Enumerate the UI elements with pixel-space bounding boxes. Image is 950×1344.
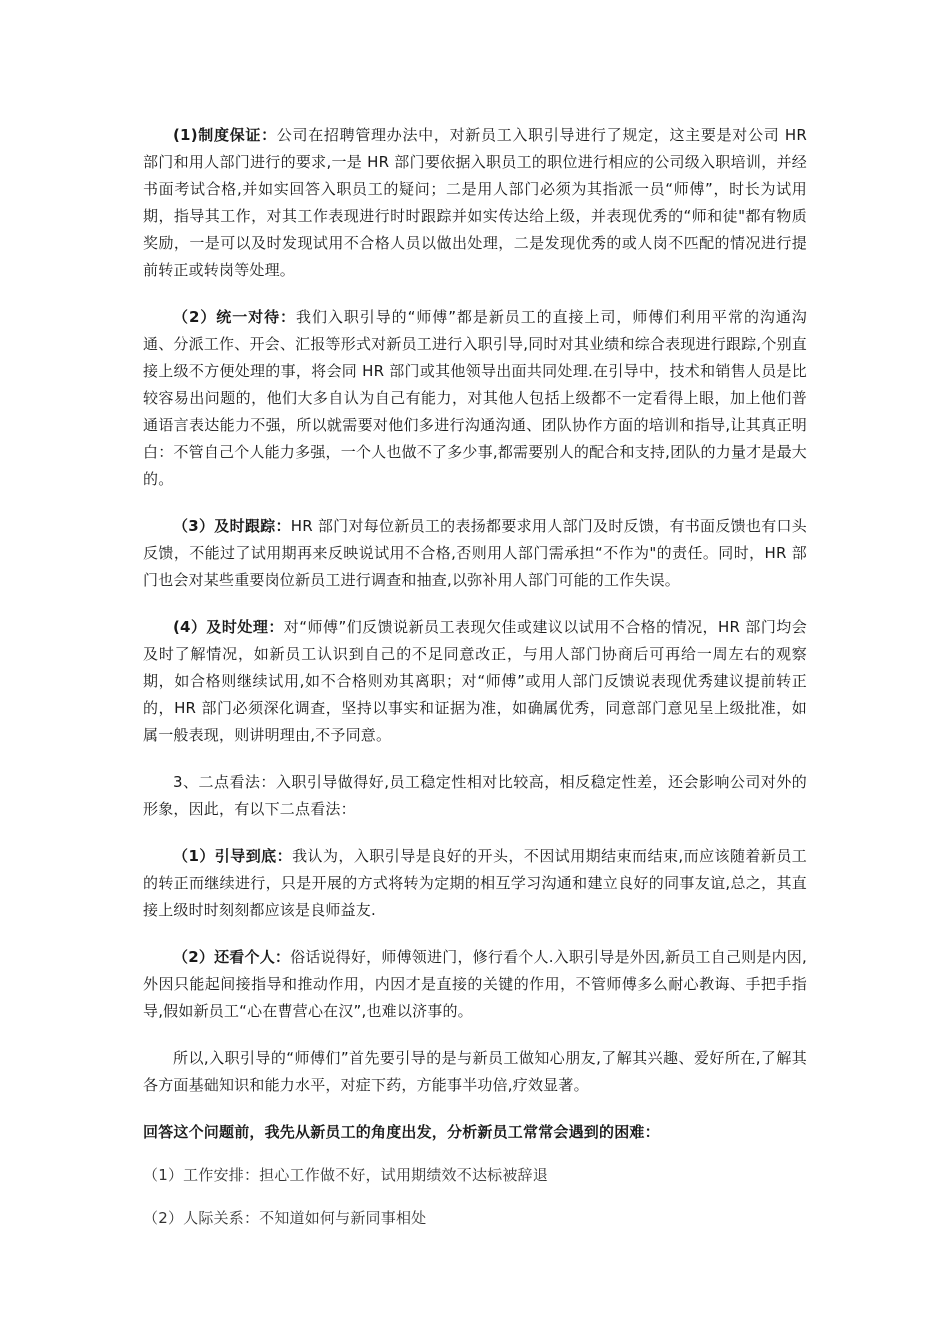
paragraph-body: 3、二点看法：入职引导做得好,员工稳定性相对比较高，相反稳定性差，还会影响公司对外的形象，因此，有以下二点看法： [143,773,807,818]
paragraph-heading: (1)制度保证： [173,126,277,144]
paragraph-two-views [143,769,807,823]
paragraph-body: 对“师傅”们反馈说新员工表现欠佳或建议以试用不合格的情况，HR 部门均会及时了解情况，如新员工认识到自己的不足同意改正，与用人部门协商后可再给一周左右的观察期，如合格则继续试用,如不合格则劝其离职；对“师傅”或用人部门反馈说表现优秀建议提前转正的，HR 部门必须深化调查，坚持以事实和证据为准，如确属优秀，同意部门意见呈上级批准，如属一般表现，则讲明理由,不予同意。 [143,618,807,744]
paragraph-heading: （1）引导到底： [173,847,293,865]
document-body [143,122,807,1248]
paragraph-body: HR 部门对每位新员工的表扬都要求用人部门及时反馈，有书面反馈也有口头反馈，不能过了试用期再来反映说试用不合格,否则用人部门需承担“不作为"的责任。同时，HR 部门也会对某些重要岗位新员工进行调查和抽查,以弥补用人部门可能的工作失误。 [143,517,807,589]
paragraph-timely-tracking [143,513,807,594]
list-item: （1）工作安排：担心工作做不好，试用期绩效不达标被辞退 [143,1166,548,1184]
question-line: 回答这个问题前，我先从新员工的角度出发，分析新员工常常会遇到的困难： [143,1123,660,1141]
paragraph-system-guarantee [143,122,807,284]
paragraph-heading: （2）统一对待： [173,308,296,326]
paragraph-body: 公司在招聘管理办法中，对新员工入职引导进行了规定，这主要是对公司 HR 部门和用人部门进行的要求,一是 HR 部门要依据入职员工的职位进行相应的公司级入职培训，并经书面考试合格,并如实回答入职员工的疑问；二是用人部门必须为其指派一员“师傅”，时长为试用期，指导其工作，对其工作表现进行时时跟踪并如实传达给上级，并表现优秀的“师和徒"都有物质奖励，一是可以及时发现试用不合格人员以做出处理，二是发现优秀的或人岗不匹配的情况进行提前转正或转岗等处理。 [143,126,807,279]
paragraph-timely-handling [143,614,807,749]
paragraph-guide-to-end [143,843,807,924]
paragraph-heading: （3）及时跟踪： [173,517,291,535]
paragraph-depends-on-individual [143,944,807,1025]
paragraph-body: 我认为，入职引导是良好的开头，不因试用期结束而结束,而应该随着新员工的转正而继续进行，只是开展的方式将转为定期的相互学习沟通和建立良好的同事友谊,总之，其直接上级时时刻刻都应该是良师益友. [143,847,807,919]
paragraph-heading: (4）及时处理： [173,618,284,636]
paragraph-heading: （2）还看个人： [173,948,291,966]
paragraph-body: 俗话说得好，师傅领进门，修行看个人.入职引导是外因,新员工自己则是内因,外因只能起间接指导和推动作用，内因才是直接的关键的作用，不管师傅多么耐心教诲、手把手指导,假如新员工“心在曹营心在汉”,也难以济事的。 [143,948,807,1020]
paragraph-body: 所以,入职引导的“师傅们”首先要引导的是与新员工做知心朋友,了解其兴趣、爱好所在,了解其各方面基础知识和能力水平，对症下药，方能事半功倍,疗效显著。 [143,1049,807,1094]
list-item: （2）人际关系：不知道如何与新同事相处 [143,1209,427,1227]
paragraph-unified-treatment [143,304,807,493]
paragraph-conclusion [143,1045,807,1099]
paragraph-body: 我们入职引导的“师傅”都是新员工的直接上司，师傅们利用平常的沟通沟通、分派工作、开会、汇报等形式对新员工进行入职引导,同时对其业绩和综合表现进行跟踪,个别直接上级不方便处理的事，将会同 HR 部门或其他领导出面共同处理.在引导中，技术和销售人员是比较容易出问题的，他们大多自认为自己有能力，对其他人包括上级都不一定看得上眼，加上他们普通语言表达能力不强，所以就需要对他们多进行沟通沟通、团队协作方面的培训和指导,让其真正明白：不管自己个人能力多强，一个人也做不了多少事,都需要别人的配合和支持,团队的力量才是最大的。 [143,308,807,488]
